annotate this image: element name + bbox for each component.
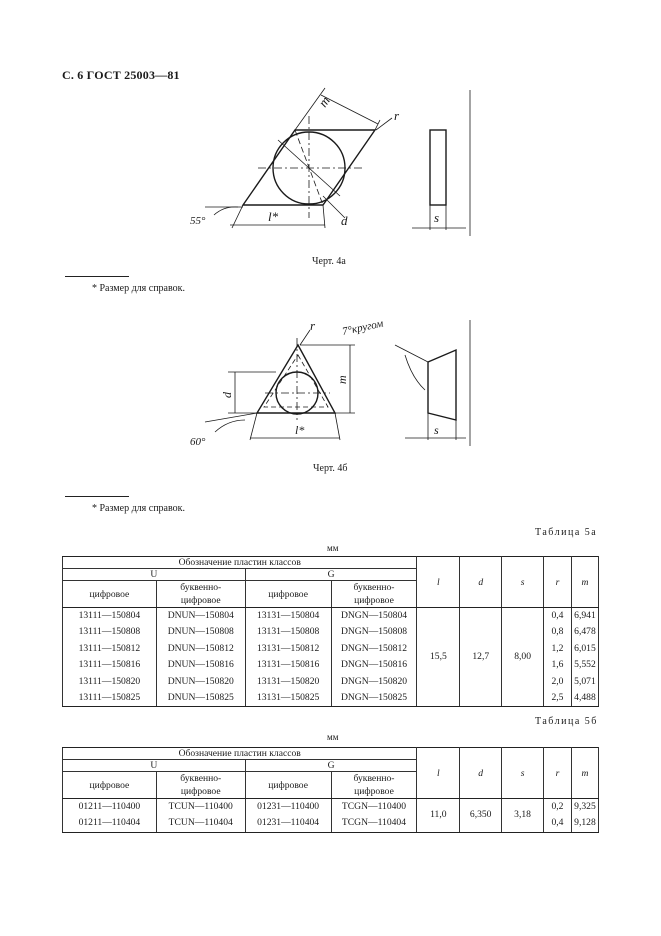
label-r: r [394, 108, 400, 123]
cell-m: 6,941 [571, 608, 598, 625]
insert-outline [257, 345, 335, 413]
table-row [63, 608, 599, 625]
cell-r: 0,8 [544, 624, 572, 640]
cell-m: 4,488 [571, 690, 598, 707]
cell-g-alnum: TCGN—110400 [331, 799, 417, 816]
cell-r: 0,4 [544, 608, 572, 625]
cell-r: 1,6 [544, 657, 572, 673]
table-5a [62, 556, 599, 707]
sub-alnum: буквенно- цифровое [156, 581, 245, 608]
col-l: l [417, 748, 460, 799]
cell-g-alnum: DNGN—150808 [331, 624, 417, 640]
sub-digital: цифровое [63, 772, 157, 799]
cell-s: 8,00 [502, 608, 544, 707]
cell-g-dig: 13131—150812 [245, 641, 331, 657]
col-d: d [460, 557, 502, 608]
label-angle: 55° [190, 215, 206, 227]
label-m: m [315, 93, 333, 110]
cell-s: 3,18 [502, 799, 544, 833]
cell-d: 6,350 [460, 799, 502, 833]
col-s: s [502, 748, 544, 799]
cell-g-alnum: DNGN—150816 [331, 657, 417, 673]
col-r: r [544, 748, 572, 799]
sub-digital: цифровое [245, 581, 331, 608]
cell-u-dig: 13111—150812 [63, 641, 157, 657]
cell-g-alnum: TCGN—110404 [331, 815, 417, 832]
cell-g-dig: 01231—110400 [245, 799, 331, 816]
class-g: G [245, 569, 417, 581]
caption-4b: Черт. 4б [313, 463, 348, 474]
table-5b-title: Таблица 5б [535, 716, 598, 727]
caption-4a: Черт. 4а [312, 256, 346, 267]
col-r: r [544, 557, 572, 608]
table-5b-unit: мм [327, 732, 339, 742]
col-s: s [502, 557, 544, 608]
sub-digital: цифровое [63, 581, 157, 608]
label-m: m [335, 375, 349, 384]
col-m: m [571, 748, 598, 799]
cell-m: 5,552 [571, 657, 598, 673]
sub-digital: цифровое [245, 772, 331, 799]
sub-alnum: буквенно- цифровое [156, 772, 245, 799]
cell-g-dig: 13131—150825 [245, 690, 331, 707]
page-header: С. 6 ГОСТ 25003—81 [62, 68, 180, 82]
drawing-triangular-insert [180, 315, 480, 455]
col-l: l [417, 557, 460, 608]
footnote-a: * Размер для справок. [92, 283, 185, 294]
cell-r: 0,2 [544, 799, 572, 816]
cell-g-alnum: DNGN—150812 [331, 641, 417, 657]
col-d: d [460, 748, 502, 799]
cell-r: 2,5 [544, 690, 572, 707]
cell-u-dig: 13111—150820 [63, 674, 157, 690]
cell-u-alnum: DNUN—150804 [156, 608, 245, 625]
cell-g-dig: 13131—150808 [245, 624, 331, 640]
cell-u-alnum: TCUN—110404 [156, 815, 245, 832]
table-row [63, 799, 599, 816]
footnote-rule-b [65, 496, 129, 497]
cell-d: 12,7 [460, 608, 502, 707]
cell-m: 9,128 [571, 815, 598, 832]
table-5a-title: Таблица 5а [535, 527, 598, 538]
cell-u-alnum: DNUN—150808 [156, 624, 245, 640]
cell-u-alnum: DNUN—150816 [156, 657, 245, 673]
cell-u-dig: 13111—150804 [63, 608, 157, 625]
cell-l: 11,0 [417, 799, 460, 833]
cell-r: 0,4 [544, 815, 572, 832]
cell-u-alnum: DNUN—150820 [156, 674, 245, 690]
label-angle: 60° [190, 436, 206, 448]
footnote-rule-a [65, 276, 129, 277]
col-m: m [571, 557, 598, 608]
label-s: s [434, 423, 439, 437]
cell-g-alnum: DNGN—150820 [331, 674, 417, 690]
cell-u-alnum: DNUN—150825 [156, 690, 245, 707]
cell-g-dig: 13131—150816 [245, 657, 331, 673]
cell-g-dig: 01231—110404 [245, 815, 331, 832]
table-5b [62, 747, 599, 833]
label-d: d [341, 213, 348, 228]
cell-u-alnum: TCUN—110400 [156, 799, 245, 816]
label-d: d [220, 392, 234, 398]
label-s: s [434, 210, 440, 225]
cell-g-dig: 13131—150820 [245, 674, 331, 690]
cell-g-alnum: DNGN—150825 [331, 690, 417, 707]
cell-u-dig: 13111—150825 [63, 690, 157, 707]
cell-m: 5,071 [571, 674, 598, 690]
cell-m: 6,015 [571, 641, 598, 657]
table-5a-unit: мм [327, 543, 339, 553]
label-clearance: 7°кругом [341, 317, 385, 338]
class-g: G [245, 760, 417, 772]
label-r: r [310, 318, 316, 333]
cell-m: 9,325 [571, 799, 598, 816]
cell-u-dig: 13111—150816 [63, 657, 157, 673]
cell-m: 6,478 [571, 624, 598, 640]
label-l: l* [295, 423, 305, 437]
group-header: Обозначение пластин классов [63, 557, 417, 569]
cell-g-dig: 13131—150804 [245, 608, 331, 625]
group-header: Обозначение пластин классов [63, 748, 417, 760]
sub-alnum: буквенно- цифровое [331, 772, 417, 799]
cell-g-alnum: DNGN—150804 [331, 608, 417, 625]
sub-alnum: буквенно- цифровое [331, 581, 417, 608]
cell-u-dig: 13111—150808 [63, 624, 157, 640]
cell-u-alnum: DNUN—150812 [156, 641, 245, 657]
drawing-rhombic-insert [175, 85, 475, 245]
cell-u-dig: 01211—110400 [63, 799, 157, 816]
cell-r: 1,2 [544, 641, 572, 657]
class-u: U [63, 760, 246, 772]
label-l: l* [268, 209, 279, 224]
cell-r: 2,0 [544, 674, 572, 690]
cell-u-dig: 01211—110404 [63, 815, 157, 832]
footnote-b: * Размер для справок. [92, 503, 185, 514]
cell-l: 15,5 [417, 608, 460, 707]
class-u: U [63, 569, 246, 581]
